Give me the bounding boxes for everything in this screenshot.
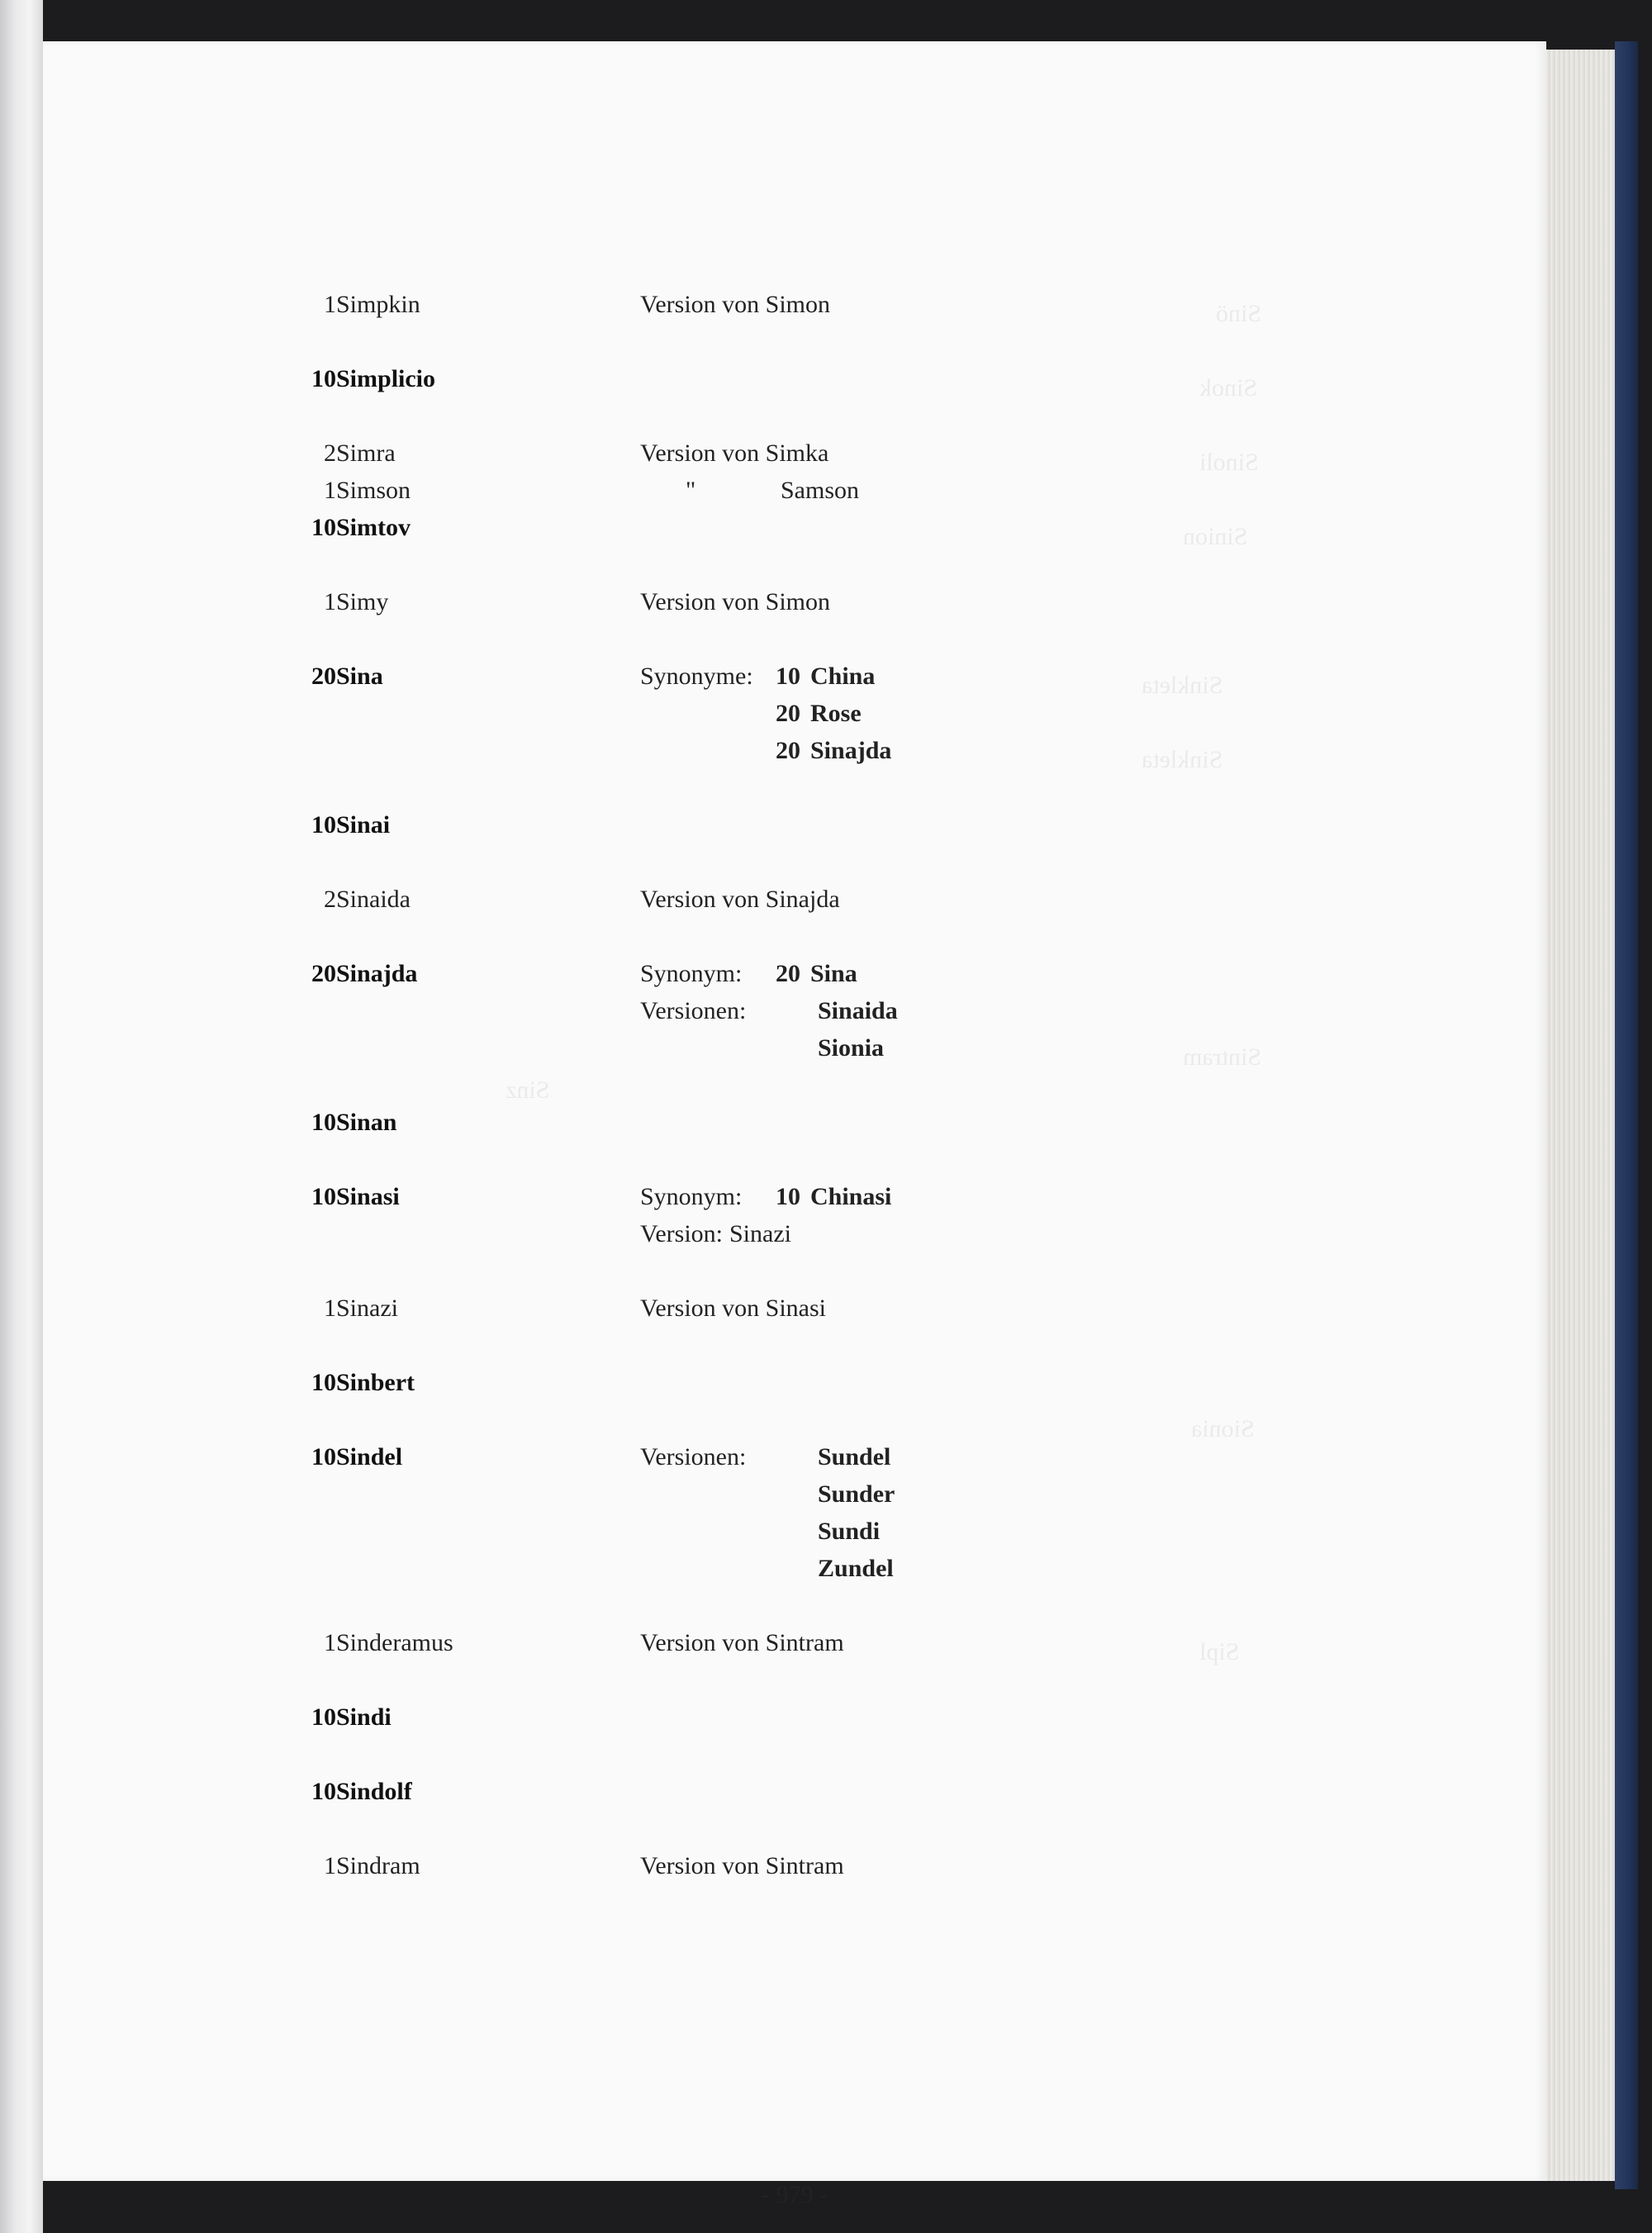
- entry-number: 10: [311, 1703, 336, 1731]
- entry-number: 10: [311, 514, 336, 541]
- entry-number: 1: [324, 1295, 336, 1322]
- list-item: [43, 1629, 1546, 1665]
- book-cover-edge: [1615, 41, 1638, 2189]
- ref-name: Rose: [810, 700, 862, 727]
- entry-name: Sinai: [336, 811, 391, 839]
- entry-number: 10: [311, 1183, 336, 1210]
- entry-note: [640, 1183, 891, 1211]
- ref-number: 10: [776, 1183, 800, 1210]
- entry-note: Version von Simka: [640, 439, 829, 467]
- entry-name: Sinasi: [336, 1183, 400, 1210]
- list-item-continuation: [43, 1480, 1546, 1517]
- list-item: [43, 1369, 1546, 1405]
- entry-number: 10: [311, 1109, 336, 1136]
- synonym-label: Synonyme:: [640, 663, 753, 690]
- ref-name: Samson: [781, 477, 860, 504]
- entry-name: Sinderamus: [336, 1629, 453, 1656]
- list-item-continuation: [43, 1220, 1546, 1257]
- synonym-label: Synonym:: [640, 1183, 743, 1210]
- entry-name: Simra: [336, 439, 396, 467]
- entry-note: Version von Sinasi: [640, 1295, 826, 1322]
- entry-note: Version von Sinajda: [640, 886, 840, 913]
- entry-name: Sindel: [336, 1443, 403, 1470]
- entry-number: 10: [311, 1369, 336, 1396]
- ref-number: 10: [776, 663, 800, 690]
- list-item-continuation: [43, 1034, 1546, 1071]
- entry-number: 1: [324, 1629, 336, 1656]
- ref-name: Sina: [810, 960, 857, 987]
- entry-number: 1: [324, 477, 336, 504]
- book-page: Sinö Sinok Sinoli Sinion Sinkleta Sinkleta Sintram Sionia Sipl Sinz 1 Simpkin Version von Simon 10 Simplicio 2 Simra Version von Simka 1 Simson " Samson 10 Simtov 1 Simy Version von Simon 20 Sina Synonyme: 10 China 20 Rose 20 Sinajda 10 Sinai 2 Sinaida Version von Sinajda 20 Sinajda Synonym: 20 Sina Versionen: Sinaida Sionia 10 Sinan 10 Sinasi Synonym: 10 Chinasi Version: Sinazi 1 Sinazi Version von Sinasi 10 Sinbert 10 Sindel Versionen: Sundel Sunder Sundi Zundel 1 Sinderamus Version von Sintram 10 Sindi 10 Sindolf 1 Sindram Version von Sintram - 979 -: [43, 41, 1546, 2181]
- entry-number: 20: [311, 663, 336, 690]
- version-name: Sunder: [818, 1480, 895, 1508]
- entry-note: Version von Sintram: [640, 1629, 844, 1656]
- entry-name: Sinaida: [336, 886, 411, 913]
- entry-number: 1: [324, 1852, 336, 1879]
- ref-name: China: [810, 663, 876, 690]
- list-item: [43, 365, 1546, 401]
- version-name: Sundi: [818, 1518, 881, 1545]
- entry-name: Sinazi: [336, 1295, 398, 1322]
- entry-note: [640, 960, 857, 988]
- entry-name: Sinajda: [336, 960, 418, 987]
- book-left-edge: [0, 0, 43, 2233]
- entry-name: Simtov: [336, 514, 411, 541]
- list-item: [43, 886, 1546, 922]
- ditto-mark: ": [686, 477, 696, 504]
- entry-name: Sinan: [336, 1109, 397, 1136]
- entry-name: Sina: [336, 663, 383, 690]
- entry-note: Version von Simon: [640, 291, 831, 318]
- entry-note: Version von Simon: [640, 588, 831, 615]
- entry-name: Simy: [336, 588, 389, 615]
- list-item: [43, 1443, 1546, 1480]
- ref-name: Sinajda: [810, 737, 892, 764]
- entry-number: 10: [311, 1443, 336, 1470]
- version-name: Sionia: [818, 1034, 885, 1062]
- entry-number: 10: [311, 1778, 336, 1805]
- entry-number: 2: [324, 886, 336, 913]
- list-item-continuation: [43, 1555, 1546, 1591]
- page-number: - 979 -: [762, 2181, 828, 2208]
- list-item: [43, 1183, 1546, 1219]
- list-item: [43, 811, 1546, 848]
- ref-number: 20: [776, 700, 800, 727]
- entry-note: [640, 1443, 890, 1471]
- entry-number: 10: [311, 365, 336, 392]
- entry-number: 1: [324, 588, 336, 615]
- synonym-label: Synonym:: [640, 960, 743, 987]
- version-label: Version:: [640, 1220, 723, 1247]
- list-item: [43, 514, 1546, 550]
- list-item: [43, 588, 1546, 625]
- list-item: [43, 1703, 1546, 1740]
- list-item: [43, 439, 1546, 476]
- entry-name: Simpkin: [336, 291, 420, 318]
- entry-name: Sinbert: [336, 1369, 415, 1396]
- page-block-edge: [1536, 50, 1616, 2181]
- list-item: [43, 477, 1546, 513]
- list-item: [43, 1852, 1546, 1889]
- versions-label: Versionen:: [640, 1443, 747, 1470]
- list-item: [43, 291, 1546, 327]
- list-item-continuation: [43, 1518, 1546, 1554]
- ref-number: 20: [776, 960, 800, 987]
- list-item: [43, 1778, 1546, 1814]
- version-name: Zundel: [818, 1555, 894, 1582]
- entry-name: Simplicio: [336, 365, 436, 392]
- version-name: Sinaida: [818, 997, 898, 1024]
- list-item: [43, 663, 1546, 699]
- entry-note: [640, 477, 859, 505]
- entry-number: 1: [324, 291, 336, 318]
- version-name: Sundel: [818, 1443, 891, 1470]
- list-item-continuation: [43, 997, 1546, 1033]
- ref-name: Chinasi: [810, 1183, 892, 1210]
- entry-note: [640, 663, 875, 691]
- list-item: [43, 1295, 1546, 1331]
- list-item-continuation: [43, 700, 1546, 736]
- entry-name: Sindolf: [336, 1778, 412, 1805]
- versions-label: Versionen:: [640, 997, 747, 1024]
- version-name: Sinazi: [729, 1220, 791, 1247]
- entry-number: 2: [324, 439, 336, 467]
- entry-number: 20: [311, 960, 336, 987]
- entry-name: Sindi: [336, 1703, 392, 1731]
- list-item: [43, 1109, 1546, 1145]
- list-item-continuation: [43, 737, 1546, 773]
- entry-note: Version von Sintram: [640, 1852, 844, 1879]
- entry-name: Sindram: [336, 1852, 420, 1879]
- entry-name: Simson: [336, 477, 411, 504]
- ref-number: 20: [776, 737, 800, 764]
- entry-number: 10: [311, 811, 336, 839]
- list-item: [43, 960, 1546, 996]
